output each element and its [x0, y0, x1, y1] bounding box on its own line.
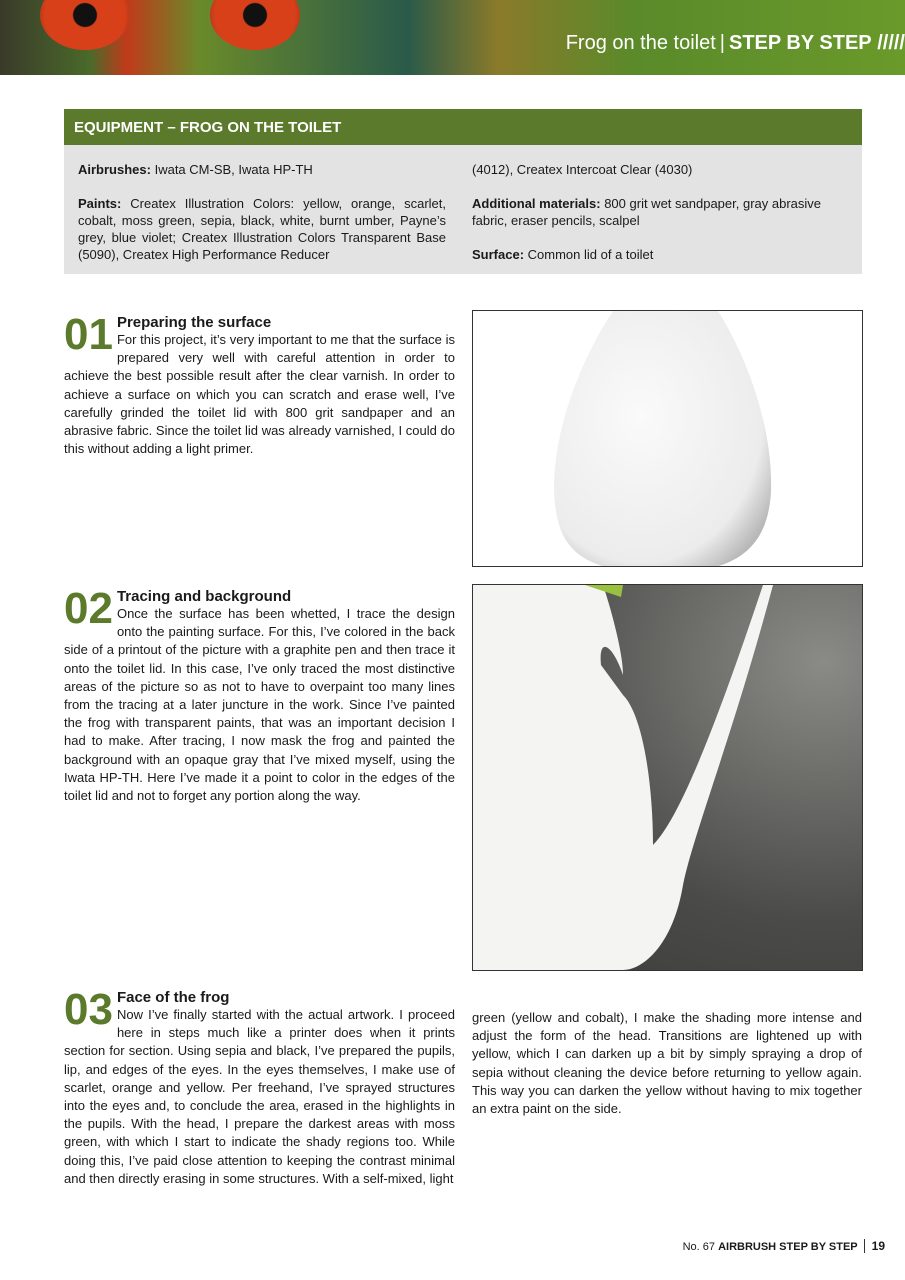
step-number: 02	[64, 584, 113, 633]
step-03	[64, 985, 455, 1188]
magazine-name: AIRBRUSH STEP BY STEP	[718, 1241, 858, 1253]
surface: Surface: Common lid of a toilet	[472, 247, 654, 262]
paints-continued: (4012), Createx Intercoat Clear (4030)	[472, 162, 693, 177]
step-number: 03	[64, 985, 113, 1034]
step-03-continued: green (yellow and cobalt), I make the shading more intense and adjust the form of the head. Transitions are lightened up with yellow, which I can darken up a bit by simply spraying a drop of sepia without cleaning the device before returning to yellow again. This way you can darken the yellow without having to mix together an extra paint on the side.	[472, 1010, 862, 1117]
frog-eye-image	[40, 0, 130, 50]
step-title: Tracing and background	[116, 588, 292, 605]
step-text: Now I’ve finally started with the actual artwork. I proceed here in steps much like a printer does when it prints section for section. Using sepia and black, I’ve prepared the pupils, lip, and edges of the eyes. In the eyes themselves, I make use of scarlet, orange and yellow. Per freehand, I’ve sprayed structures into the eyes and, to conclude the area, erased in the highlights in the pupils. With the head, I prepare the darkest areas with moss green, with which I start to indicate the shady regions too. While doing this, I’ve paid close attention to keeping the contrast minimal and then directly erasing in some structures. With a self-mixed, light	[64, 1007, 455, 1186]
issue-number: No. 67	[682, 1241, 715, 1253]
header-banner	[0, 0, 905, 75]
page-footer	[683, 1239, 885, 1253]
section-label: STEP BY STEP	[728, 32, 872, 54]
step-title: Face of the frog	[116, 989, 230, 1006]
page-number: 19	[864, 1239, 885, 1253]
airbrushes: Airbrushes: Iwata CM-SB, Iwata HP-TH	[78, 162, 313, 177]
equipment-box	[64, 109, 862, 274]
step-text: For this project, it’s very important to me that the surface is prepared very well with careful attention in order to achieve the best possible result after the clear varnish. In order to achieve a surface on which you can scratch and erase well, I’ve carefully grinded the toilet lid with 800 grit sandpaper and an abrasive fabric. Since the toilet lid was already varnished, I could do this without adding a light primer.	[64, 332, 455, 457]
paints: Paints: Createx Illustration Colors: yellow, orange, scarlet, cobalt, moss green, sepia, black, white, burnt umber, Payne’s grey, blue violet; Createx Illustration Colors Transparent Base (5090), Createx High Performance Reducer	[78, 196, 446, 262]
article-title: Frog on the toilet	[565, 32, 716, 54]
equipment-heading: EQUIPMENT – FROG ON THE TOILET	[64, 109, 862, 145]
frog-eye-image	[210, 0, 300, 50]
running-header: Frog on the toilet | STEP BY STEP /////	[565, 32, 905, 54]
additional-materials: Additional materials: 800 grit wet sandpaper, gray abrasive fabric, eraser pencils, scalpel	[472, 196, 822, 228]
step-01-photo	[472, 310, 863, 567]
step-01	[64, 310, 455, 458]
step-number: 01	[64, 310, 113, 359]
step-02-photo	[472, 584, 863, 971]
step-text: Once the surface has been whetted, I trace the design onto the painting surface. For this, I’ve colored in the back side of a printout of the picture with a graphite pen and then trace it onto the toilet lid. In this case, I’ve only traced the most distinctive areas of the picture so as not to have to overpaint too many lines from the tracing at a later juncture in the work. Since I’ve painted the frog with transparent paints, that was an important decision I had to make. After tracing, I now mask the frog and painted the background with an opaque gray that I’ve mixed myself, using the Iwata HP-TH. Here I’ve made it a point to color in the edges of the toilet lid and not to forget any portion along the way.	[64, 606, 455, 804]
decorative-slashes: /////	[877, 32, 905, 54]
step-02	[64, 584, 455, 805]
step-title: Preparing the surface	[116, 314, 272, 331]
